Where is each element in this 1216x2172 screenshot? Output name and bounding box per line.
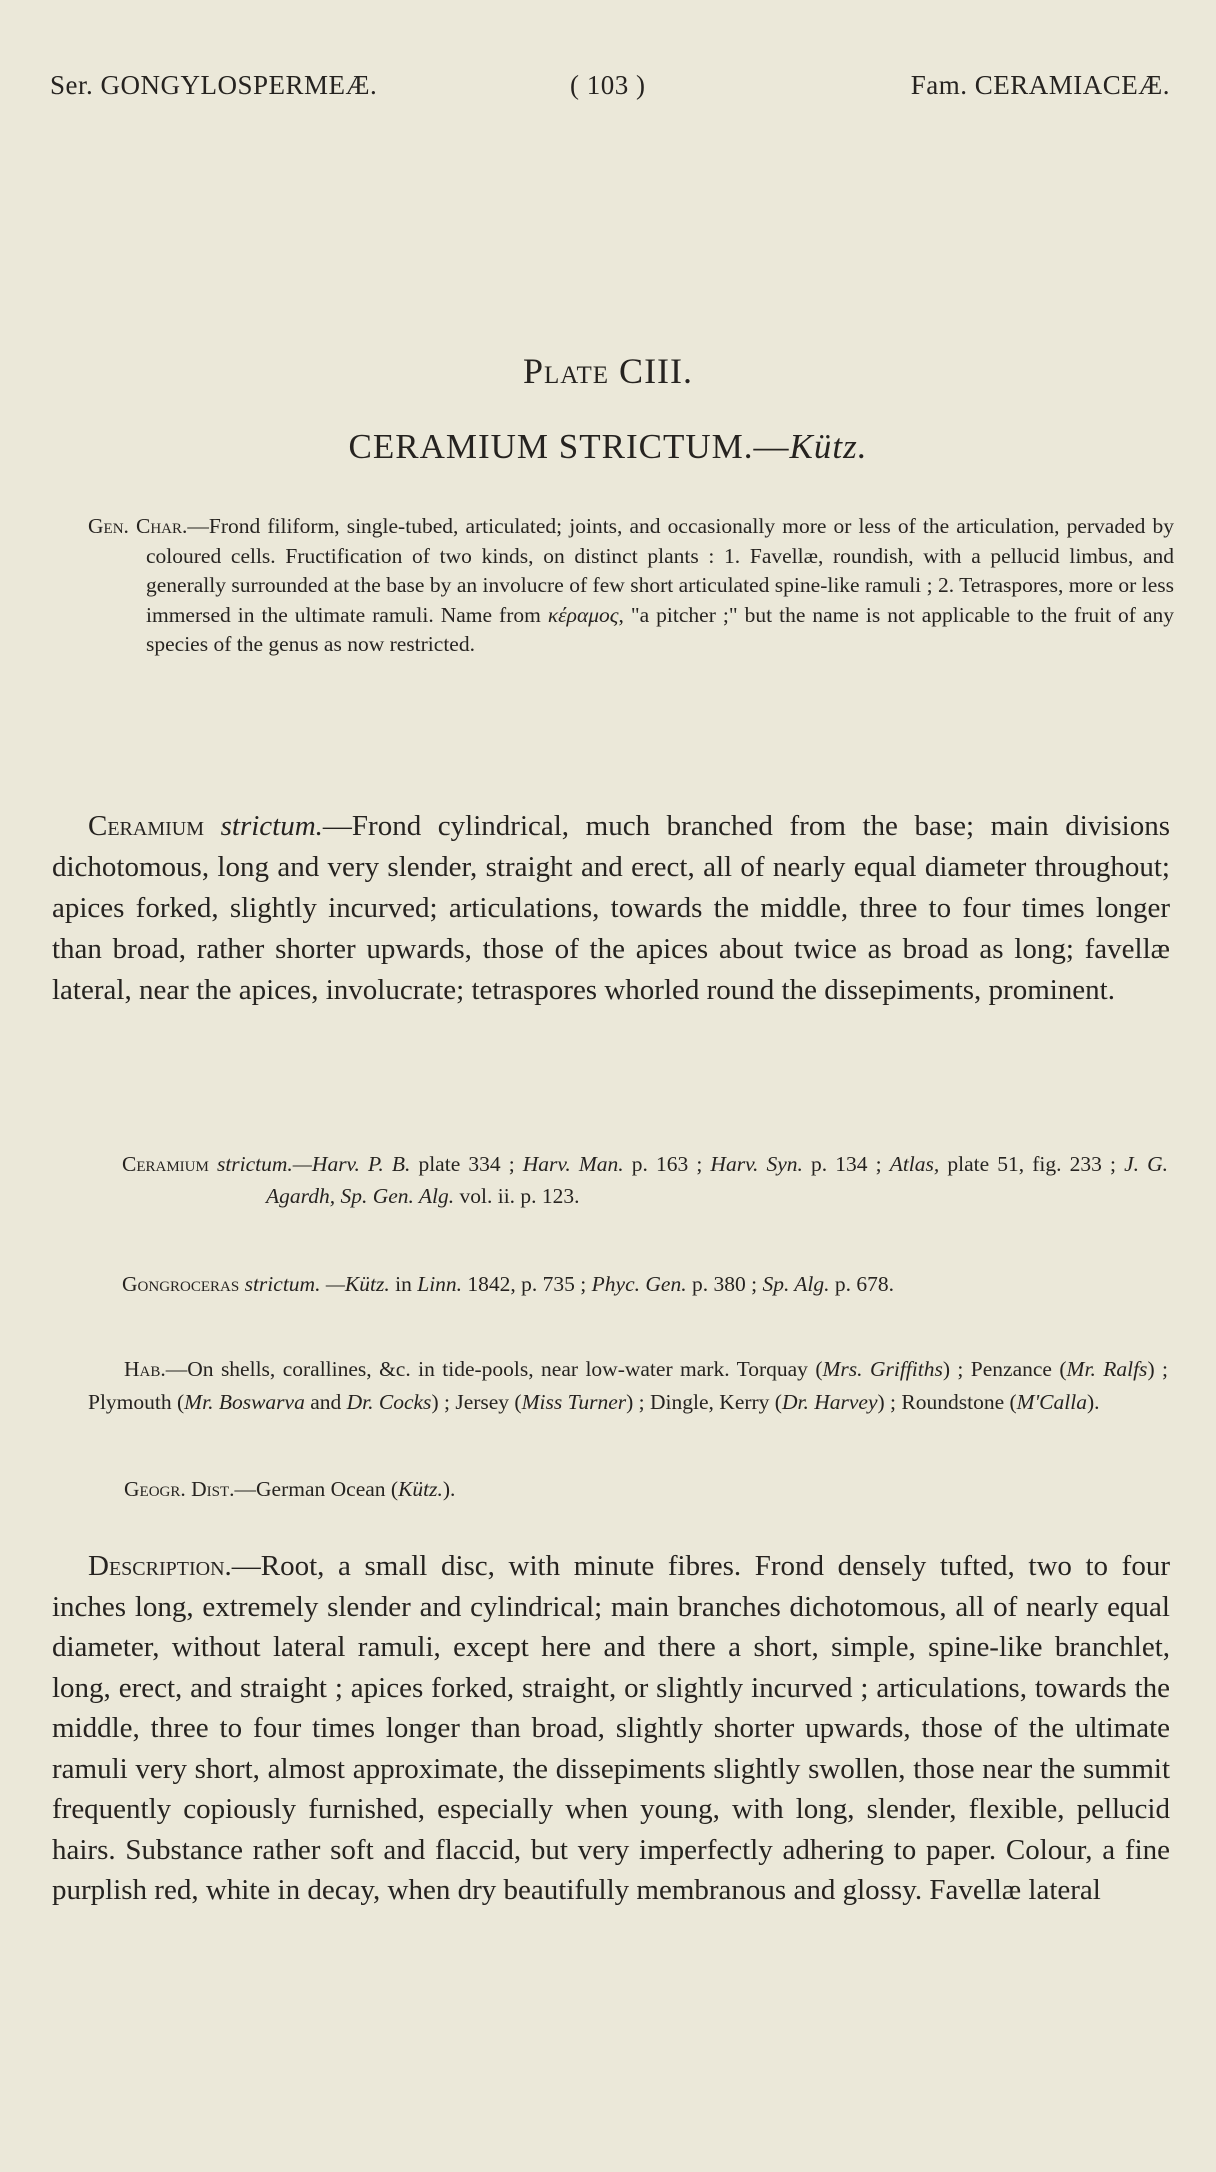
synonym-ref: Atlas, bbox=[889, 1152, 940, 1176]
collector-name: Mr. Ralfs bbox=[1066, 1357, 1148, 1381]
habitat-label: Hab. bbox=[124, 1357, 166, 1381]
gen-char-text-end: , "a pitcher ;" but the name is not applicable to the fruit of any species of the genus as now restricted. bbox=[146, 602, 1174, 656]
synonym-genus: Ceramium bbox=[122, 1152, 209, 1176]
species-char-epithet: strictum. bbox=[220, 810, 323, 842]
collector-name: Dr. Cocks bbox=[346, 1390, 432, 1414]
synonym-text: 1842, p. 735 ; bbox=[462, 1272, 592, 1296]
habitat-text: ). bbox=[1086, 1390, 1100, 1414]
synonym-genus: Gongroceras bbox=[122, 1272, 240, 1296]
synonym-ref: J. G. Agardh, Sp. Gen. Alg. bbox=[266, 1152, 1168, 1208]
synonym-text: p. 678. bbox=[829, 1272, 895, 1296]
synonym-text: vol. ii. p. 123. bbox=[454, 1184, 580, 1208]
synonym-ref: Phyc. Gen. bbox=[591, 1272, 687, 1296]
synonym-text: plate 334 ; bbox=[410, 1152, 523, 1176]
plate-title: Plate CIII. bbox=[522, 351, 694, 391]
geogr-label: Geogr. Dist. bbox=[124, 1477, 235, 1501]
synonym-ref: Harv. Man. bbox=[522, 1152, 624, 1176]
synonym-epithet: strictum.—Harv. P. B. bbox=[216, 1152, 411, 1176]
synonym-text: plate 51, fig. 233 ; bbox=[939, 1152, 1125, 1176]
geogr-text: ). bbox=[442, 1477, 456, 1501]
description-label: Description. bbox=[88, 1550, 232, 1582]
species-title-name: CERAMIUM STRICTUM.— bbox=[348, 427, 790, 466]
specific-character bbox=[52, 806, 1170, 1011]
habitat-text: ) ; Penzance ( bbox=[942, 1357, 1067, 1381]
collector-name: Miss Turner bbox=[521, 1390, 627, 1414]
geographic-distribution bbox=[124, 1473, 1168, 1505]
habitat-text: ) ; Roundstone ( bbox=[877, 1390, 1017, 1414]
collector-name: Mr. Boswarva bbox=[184, 1390, 305, 1414]
running-head bbox=[50, 70, 1170, 110]
synonym-text: p. 380 ; bbox=[686, 1272, 763, 1296]
running-head-series: Ser. GONGYLOSPERMEÆ. bbox=[50, 70, 378, 100]
geogr-authority: Kütz. bbox=[398, 1477, 443, 1501]
gen-char-greek: κέραμος bbox=[547, 602, 619, 627]
species-char-text: —Frond cylindrical, much branched from the base; main divisions dichotomous, long and very slender, straight and erect, all of nearly equal diameter throughout; apices forked, slightly incurved; articulations, towards the middle, three to four times longer than broad, rather shorter upwards, those of the apices about twice as broad as long; favellæ lateral, near the apices, involucrate; tetraspores whorled round the dissepiments, prominent. bbox=[52, 810, 1170, 1006]
generic-character bbox=[88, 512, 1174, 660]
synonym-ref: Sp. Alg. bbox=[762, 1272, 830, 1296]
page-number: ( 103 ) bbox=[570, 70, 646, 100]
geogr-text: —German Ocean ( bbox=[234, 1477, 399, 1501]
description-text: —Root, a small disc, with minute fibres. Frond densely tufted, two to four inches long, extremely slender and cylindrical; main branches dichotomous, all of nearly equal diameter, without lateral ramuli, except here and there a short, simple, spine-like branchlet, long, erect, and straight ; apices forked, straight, or slightly incurved ; articulations, towards the middle, three to four times longer than broad, slightly shorter upwards, those of the ultimate ramuli very short, almost approximate, the dissepiments slightly swollen, those near the summit frequently copiously furnished, especially when young, with long, slender, flexible, pellucid hairs. Substance rather soft and flaccid, but very imperfectly adhering to paper. Colour, a fine purplish red, white in decay, when dry beautifully membranous and glossy. Favellæ lateral bbox=[52, 1550, 1170, 1906]
species-char-genus: Ceramium bbox=[88, 810, 205, 842]
synonym-text: p. 134 ; bbox=[802, 1152, 890, 1176]
gen-char-label: Gen. Char. bbox=[88, 514, 188, 538]
habitat-text: ) ; Dingle, Kerry ( bbox=[626, 1390, 782, 1414]
synonym-entry bbox=[122, 1148, 1168, 1212]
species-title bbox=[0, 427, 1216, 467]
habitat-text: and bbox=[304, 1390, 347, 1414]
running-head-family: Fam. CERAMIACEÆ. bbox=[910, 70, 1170, 100]
description bbox=[52, 1546, 1170, 1911]
synonym-ref: Linn. bbox=[417, 1272, 463, 1296]
habitat-text: ) ; Plymouth ( bbox=[88, 1357, 1168, 1414]
synonym-epithet: strictum. —Kütz. bbox=[244, 1272, 390, 1296]
synonym-text: in bbox=[389, 1272, 418, 1296]
collector-name: M'Calla bbox=[1016, 1390, 1087, 1414]
synonym-text: p. 163 ; bbox=[623, 1152, 711, 1176]
collector-name: Dr. Harvey bbox=[781, 1390, 878, 1414]
species-title-author: Kütz. bbox=[789, 427, 868, 466]
synonym-entry bbox=[122, 1268, 1168, 1300]
habitat-text: ) ; Jersey ( bbox=[431, 1390, 522, 1414]
collector-name: Mrs. Griffiths bbox=[822, 1357, 943, 1381]
habitat-text: —On shells, corallines, &c. in tide-pools, near low-water mark. Torquay ( bbox=[165, 1357, 823, 1381]
habitat bbox=[88, 1353, 1168, 1419]
gen-char-text: —Frond filiform, single-tubed, articulated; joints, and occasionally more or less of the articulation, pervaded by coloured cells. Fructification of two kinds, on distinct plants : 1. Favellæ, roundish, with a pellucid limbus, and generally surrounded at the base by an involucre of few short articulated spine-like ramuli ; 2. Tetraspores, more or less immersed in the ultimate ramuli. Name from bbox=[146, 514, 1174, 627]
synonym-ref: Harv. Syn. bbox=[710, 1152, 803, 1176]
